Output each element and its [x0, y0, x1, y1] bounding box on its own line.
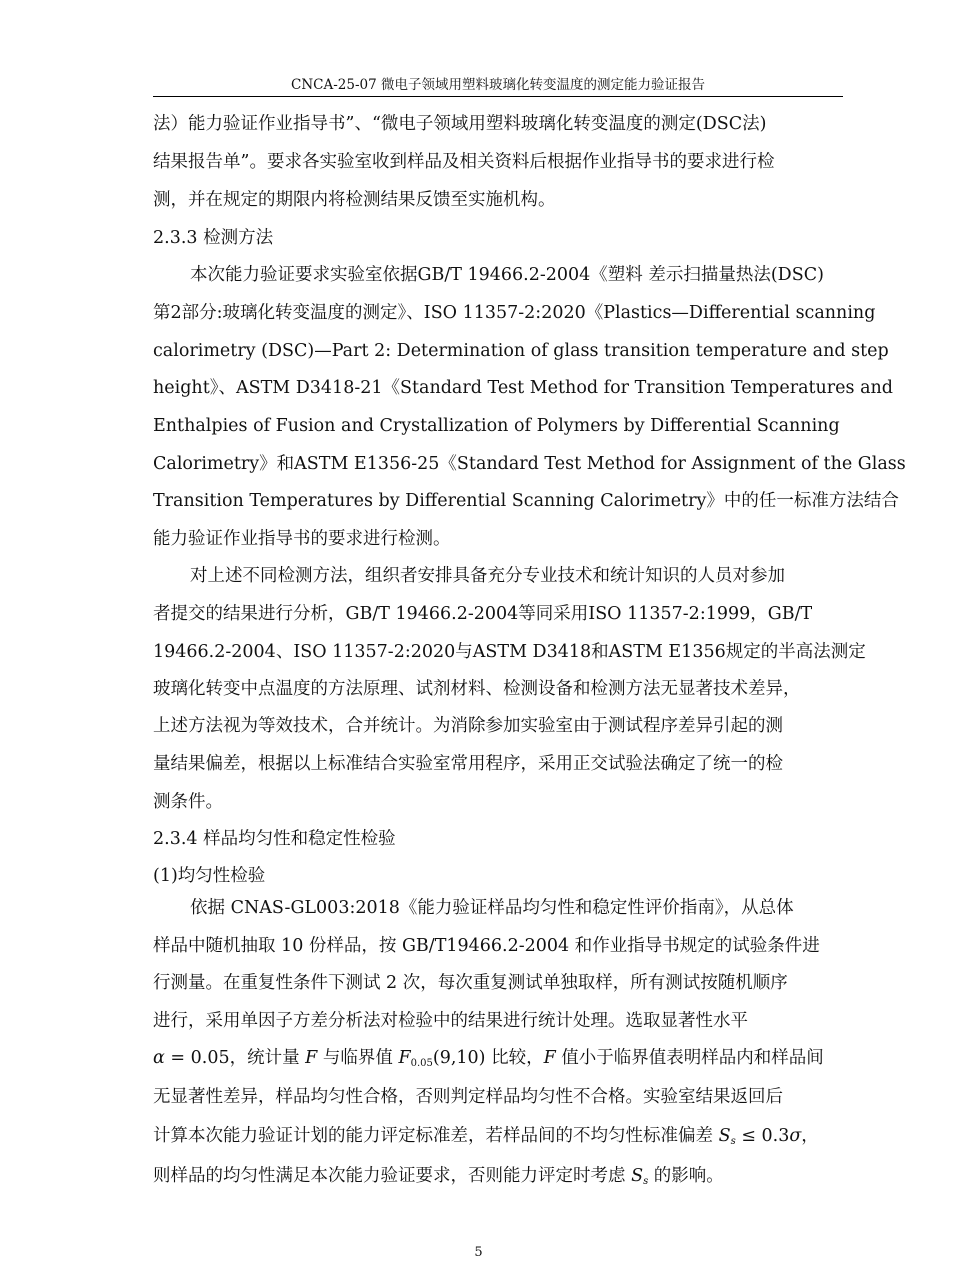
text-fragment: 计算本次能力验证计划的能力评定标准差，若样品间的不均匀性标准偏差 — [153, 1126, 719, 1146]
subheading-uniformity: (1)均匀性检验 — [153, 866, 266, 886]
text-line: 量结果偏差，根据以上标准结合实验室常用程序，采用正交试验法确定了统一的检 — [153, 754, 783, 774]
text-line: Calorimetry》和ASTM E1356-25《Standard Test Method for Assignment of the Glass — [153, 454, 906, 474]
text-line: 能力验证作业指导书的要求进行检测。 — [153, 529, 451, 549]
text-line: Enthalpies of Fusion and Crystallization of Polymers by Differential Scanning — [153, 416, 840, 436]
text-line: 测条件。 — [153, 792, 223, 812]
text-line: 第2部分:玻璃化转变温度的测定》、ISO 11357-2:2020《Plastics—Differential scanning — [153, 303, 876, 323]
section-heading-2-3-4: 2.3.4 样品均匀性和稳定性检验 — [153, 829, 396, 849]
f-arguments: (9,10) — [432, 1048, 486, 1068]
inequality: ≤ 0.3 — [735, 1126, 790, 1146]
s-symbol: S — [718, 1126, 731, 1146]
f-symbol: F — [543, 1048, 556, 1068]
text-line: 行测量。在重复性条件下测试 2 次，每次重复测试单独取样，所有测试按随机顺序 — [153, 973, 788, 993]
alpha-value: = 0.05 — [164, 1048, 230, 1068]
text-line: 对上述不同检测方法，组织者安排具备充分专业技术和统计知识的人员对参加 — [190, 566, 785, 586]
text-line: 无显著性差异，样品均匀性合格，否则判定样品均匀性不合格。实验室结果返回后 — [153, 1087, 783, 1107]
sigma-symbol: σ — [789, 1126, 802, 1146]
text-line: 测，并在规定的期限内将检测结果反馈至实施机构。 — [153, 190, 556, 210]
formula-line — [153, 1164, 853, 1194]
s-subscript: s — [643, 1176, 649, 1187]
text-line: 依据 CNAS-GL003:2018《能力验证样品均匀性和稳定性评价指南》，从总体 — [190, 898, 794, 918]
text-line: 样品中随机抽取 10 份样品，按 GB/T19466.2-2004 和作业指导书规定的试验条件进 — [153, 936, 820, 956]
text-fragment: ，统计量 — [229, 1048, 306, 1068]
running-header: CNCA-25-07 微电子领域用塑料玻璃化转变温度的测定能力验证报告 — [291, 77, 705, 93]
text-line: calorimetry (DSC)—Part 2: Determination of glass transition temperature and step — [153, 341, 889, 361]
alpha-symbol: α — [153, 1048, 165, 1068]
text-fragment: ， — [801, 1126, 819, 1146]
text-fragment: 的影响。 — [648, 1166, 724, 1186]
text-fragment: 与临界值 — [317, 1048, 399, 1068]
text-line: 19466.2-2004、ISO 11357-2:2020与ASTM D3418和ASTM E1356规定的半高法测定 — [153, 642, 866, 662]
text-fragment: 比较， — [485, 1048, 544, 1068]
f-critical-symbol: F — [398, 1048, 411, 1068]
text-fragment: 则样品的均匀性满足本次能力验证要求，否则能力评定时考虑 — [153, 1166, 632, 1186]
text-line: 者提交的结果进行分析，GB/T 19466.2-2004等同采用ISO 11357-2:1999，GB/T — [153, 604, 813, 624]
s-symbol: S — [631, 1166, 644, 1186]
text-line: 本次能力验证要求实验室依据GB/T 19466.2-2004《塑料 差示扫描量热法(DSC) — [190, 265, 824, 285]
text-line: height》、ASTM D3418-21《Standard Test Method for Transition Temperatures and — [153, 378, 893, 398]
text-line: 玻璃化转变中点温度的方法原理、试剂材料、检测设备和检测方法无显著技术差异， — [153, 679, 801, 699]
f-subscript: 0.05 — [410, 1058, 433, 1069]
text-line: 法）能力验证作业指导书”、“微电子领域用塑料玻璃化转变温度的测定(DSC法) — [153, 114, 767, 134]
text-line: 上述方法视为等效技术，合并统计。为消除参加实验室由于测试程序差异引起的测 — [153, 716, 783, 736]
text-line: 结果报告单”。要求各实验室收到样品及相关资料后根据作业指导书的要求进行检 — [153, 152, 775, 172]
header-rule — [153, 96, 843, 97]
page-number: 5 — [474, 1245, 483, 1260]
section-heading-2-3-3: 2.3.3 检测方法 — [153, 228, 274, 248]
f-symbol: F — [305, 1048, 318, 1068]
s-subscript: s — [730, 1136, 736, 1147]
text-fragment: 值小于临界值表明样品内和样品间 — [555, 1048, 824, 1068]
text-line: Transition Temperatures by Differential Scanning Calorimetry》中的任一标准方法结合 — [153, 491, 899, 511]
text-line: 进行，采用单因子方差分析法对检验中的结果进行统计处理。选取显著性水平 — [153, 1011, 748, 1031]
formula-line — [153, 1124, 853, 1154]
formula-line — [153, 1046, 853, 1076]
